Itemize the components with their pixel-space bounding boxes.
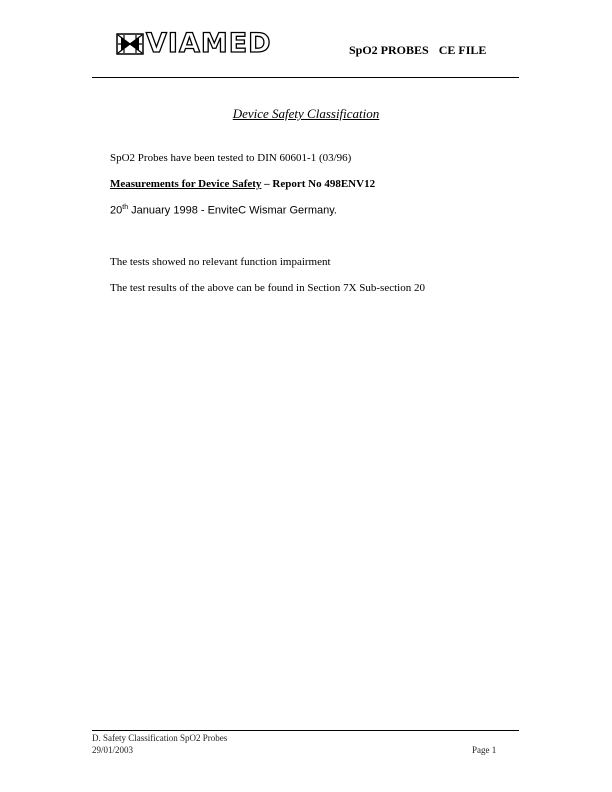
logo-text: VIAMED [146,28,272,59]
bottom-divider [92,730,519,731]
doc-title: SpO2 PROBES [349,43,429,57]
results-statement: The test results of the above can be found in Section 7X Sub-section 20 [110,282,425,294]
page-title: Device Safety Classification [232,106,380,121]
date-line [110,204,337,217]
date-day: 20 [110,204,123,217]
date-suffix: th [122,204,129,211]
tested-statement: SpO2 Probes have been tested to DIN 60601-1 (03/96) [110,152,352,164]
measurements-heading [110,178,375,190]
header-right [349,43,486,58]
measurements-label: Measurements for Device Safety [110,178,262,190]
footer-page-number: Page 1 [472,745,497,755]
viamed-logo-mark-icon [116,32,144,56]
report-label: – Report No 498ENV12 [261,178,376,190]
top-divider [92,77,519,78]
footer-doc-name: D. Safety Classification SpO2 Probes [92,733,228,743]
file-label: CE FILE [438,43,487,57]
footer-date: 29/01/2003 [92,745,134,755]
tests-statement: The tests showed no relevant function impairment [110,256,331,268]
date-rest: January 1998 - EnviteC Wismar Germany. [128,204,337,217]
viamed-logo [116,30,272,58]
